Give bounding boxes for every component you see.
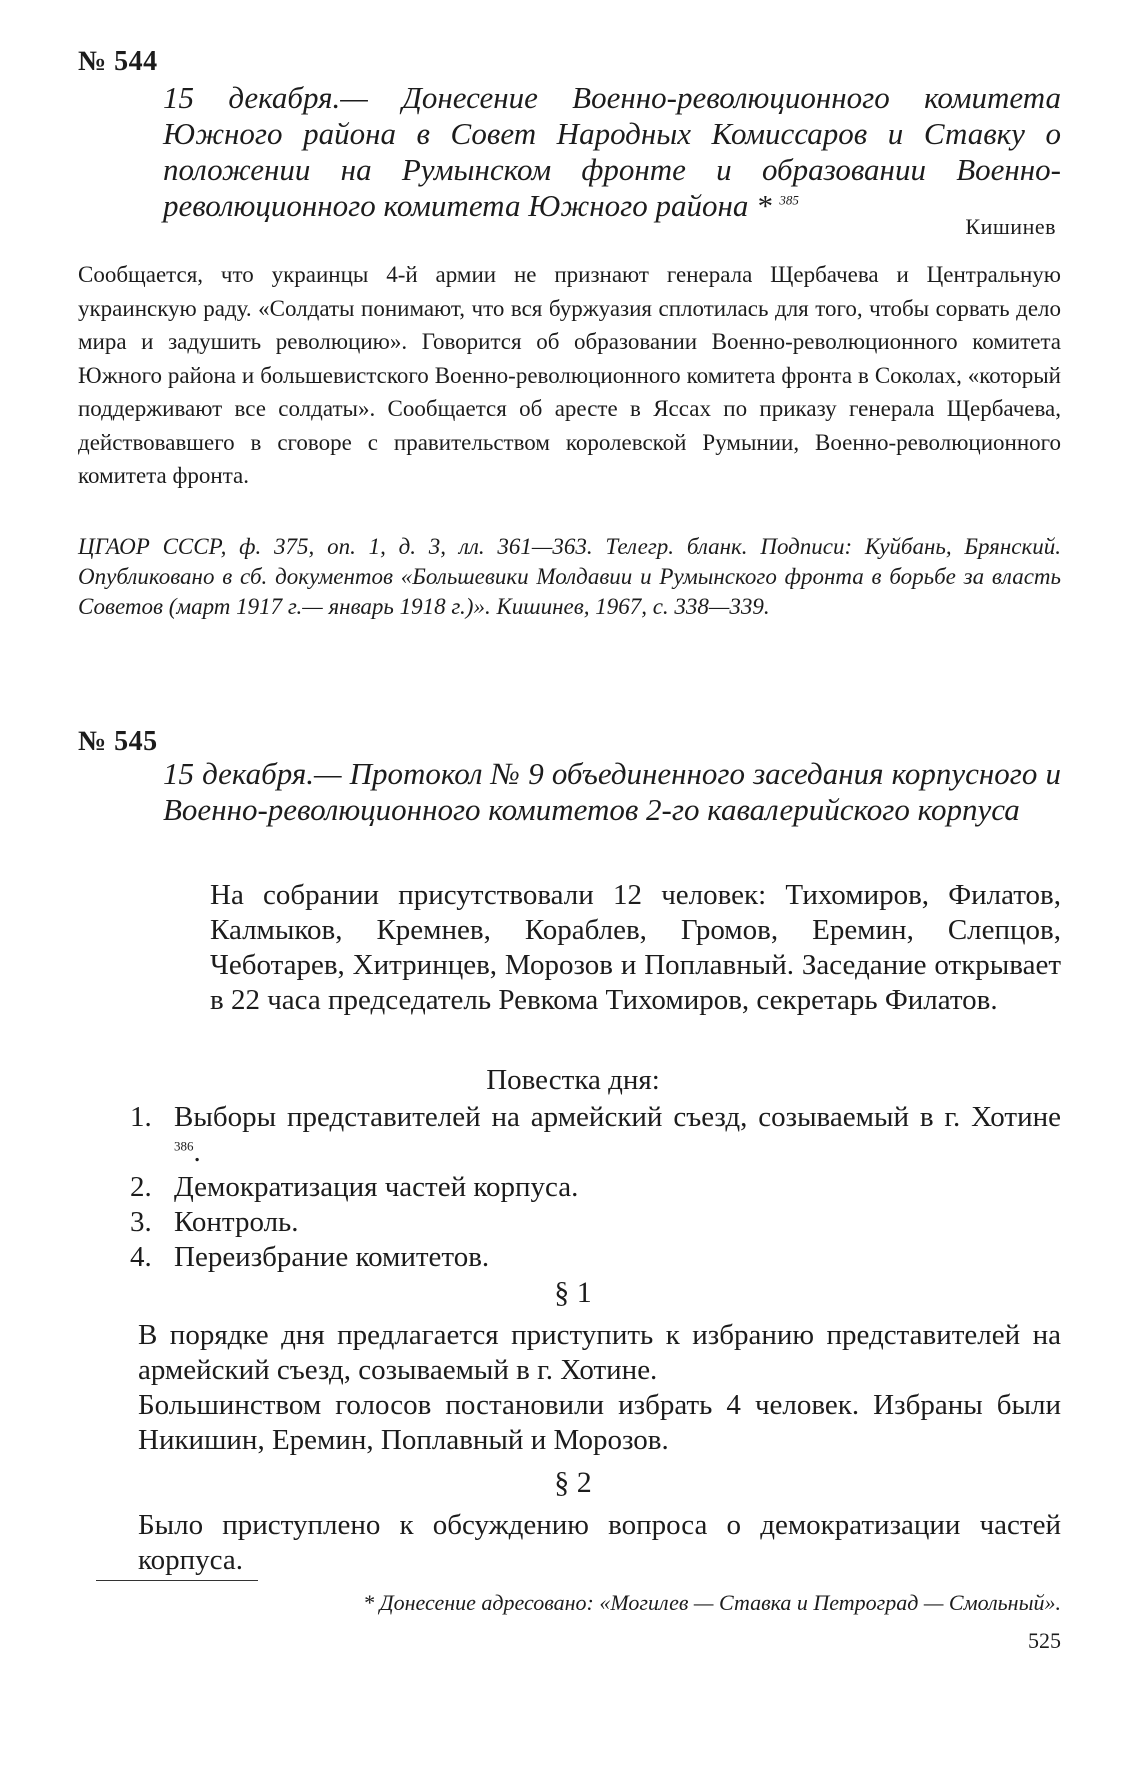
doc-544-place: Кишинев — [965, 214, 1056, 239]
doc-544-number: № 544 — [78, 46, 158, 77]
section-1-mark: § 1 — [554, 1276, 592, 1309]
section-2-mark: § 2 — [554, 1466, 592, 1499]
footnote: * Донесение адресовано: «Могилев — Ставка и Петроград — Смольный». — [363, 1590, 1061, 1615]
agenda-title: Повестка дня: — [486, 1064, 660, 1096]
agenda-item — [130, 1205, 1061, 1240]
page-number: 525 — [1028, 1628, 1061, 1653]
doc-544-title-note-ref: 385 — [779, 192, 799, 208]
agenda-item-note-ref: 386 — [174, 1138, 194, 1154]
doc-544-title-marker: * — [756, 188, 780, 223]
doc-545-title: 15 декабря.— Протокол № 9 объединенного заседания корпусного и Военно-революционного комитетов 2-го кавалерийского корпуса — [163, 756, 1061, 827]
section-2-paragraph: Было приступлено к обсуждению вопроса о демократизации частей корпуса. — [138, 1509, 1061, 1576]
section-1-paragraph: В порядке дня предлагается приступить к избранию представителей на армейский съезд, созываемый в г. Хотине. — [138, 1319, 1061, 1386]
section-1-decision: Большинством голосов постановили избрать 4 человек. Избраны были Никишин, Еремин, Поплавный и Морозов. — [138, 1389, 1061, 1456]
agenda-list — [130, 1100, 1061, 1275]
agenda-item-number: 3. — [130, 1206, 152, 1238]
agenda-item-number: 2. — [130, 1171, 152, 1203]
agenda-item — [130, 1100, 1061, 1170]
agenda-item-number: 4. — [130, 1241, 152, 1273]
agenda-item-tail: . — [193, 1136, 201, 1168]
doc-544-title — [163, 80, 1061, 224]
doc-544-source: ЦГАОР СССР, ф. 375, оп. 1, д. 3, лл. 361—363. Телегр. бланк. Подписи: Куйбань, Брянский. Опубликовано в сб. документов «Большевики Молдавии и Румынского фронта в борьбе за власть Советов (март 1917 г.— январь 1918 г.)». Кишинев, 1967, с. 338—339. — [78, 534, 1061, 619]
agenda-item — [130, 1170, 1061, 1205]
agenda-item-number: 1. — [130, 1101, 152, 1133]
footnote-rule — [96, 1580, 258, 1581]
agenda-item-text: Демократизация частей корпуса. — [174, 1171, 579, 1203]
doc-544-title-text: 15 декабря.— Донесение Военно-революционного комитета Южного района в Совет Народных Комиссаров и Ставку о положении на Румынском фронте и образовании Военно-революционного комитета Южного района — [163, 80, 1061, 223]
agenda-item-text — [174, 1100, 1061, 1170]
agenda-item — [130, 1240, 1061, 1275]
agenda-item-label: Выборы представителей на армейский съезд, созываемый в г. Хотине — [174, 1101, 1061, 1133]
doc-544-body: Сообщается, что украинцы 4-й армии не признают генерала Щербачева и Центральную украинскую раду. «Солдаты понимают, что вся буржуазия сплотилась для того, чтобы сорвать дело мира и задушить революцию». Говорится об образовании Военно-революционного комитета Южного района и большевистского Военно-революционного комитета фронта в Соколах, «который поддерживают все солдаты». Сообщается об аресте в Яссах по приказу генерала Щербачева, действовавшего в сговоре с правительством королевской Румынии, Военно-революционного комитета фронта. — [78, 262, 1061, 488]
agenda-item-text: Контроль. — [174, 1206, 299, 1238]
doc-545-intro: На собрании присутствовали 12 человек: Тихомиров, Филатов, Калмыков, Кремнев, Кораблев, Громов, Еремин, Слепцов, Чеботарев, Хитринцев, Морозов и Поплавный. Заседание открывает в 22 часа председатель Ревкома Тихомиров, секретарь Филатов. — [210, 879, 1061, 1016]
agenda-item-text: Переизбрание комитетов. — [174, 1241, 490, 1273]
doc-545-number: № 545 — [78, 726, 158, 757]
